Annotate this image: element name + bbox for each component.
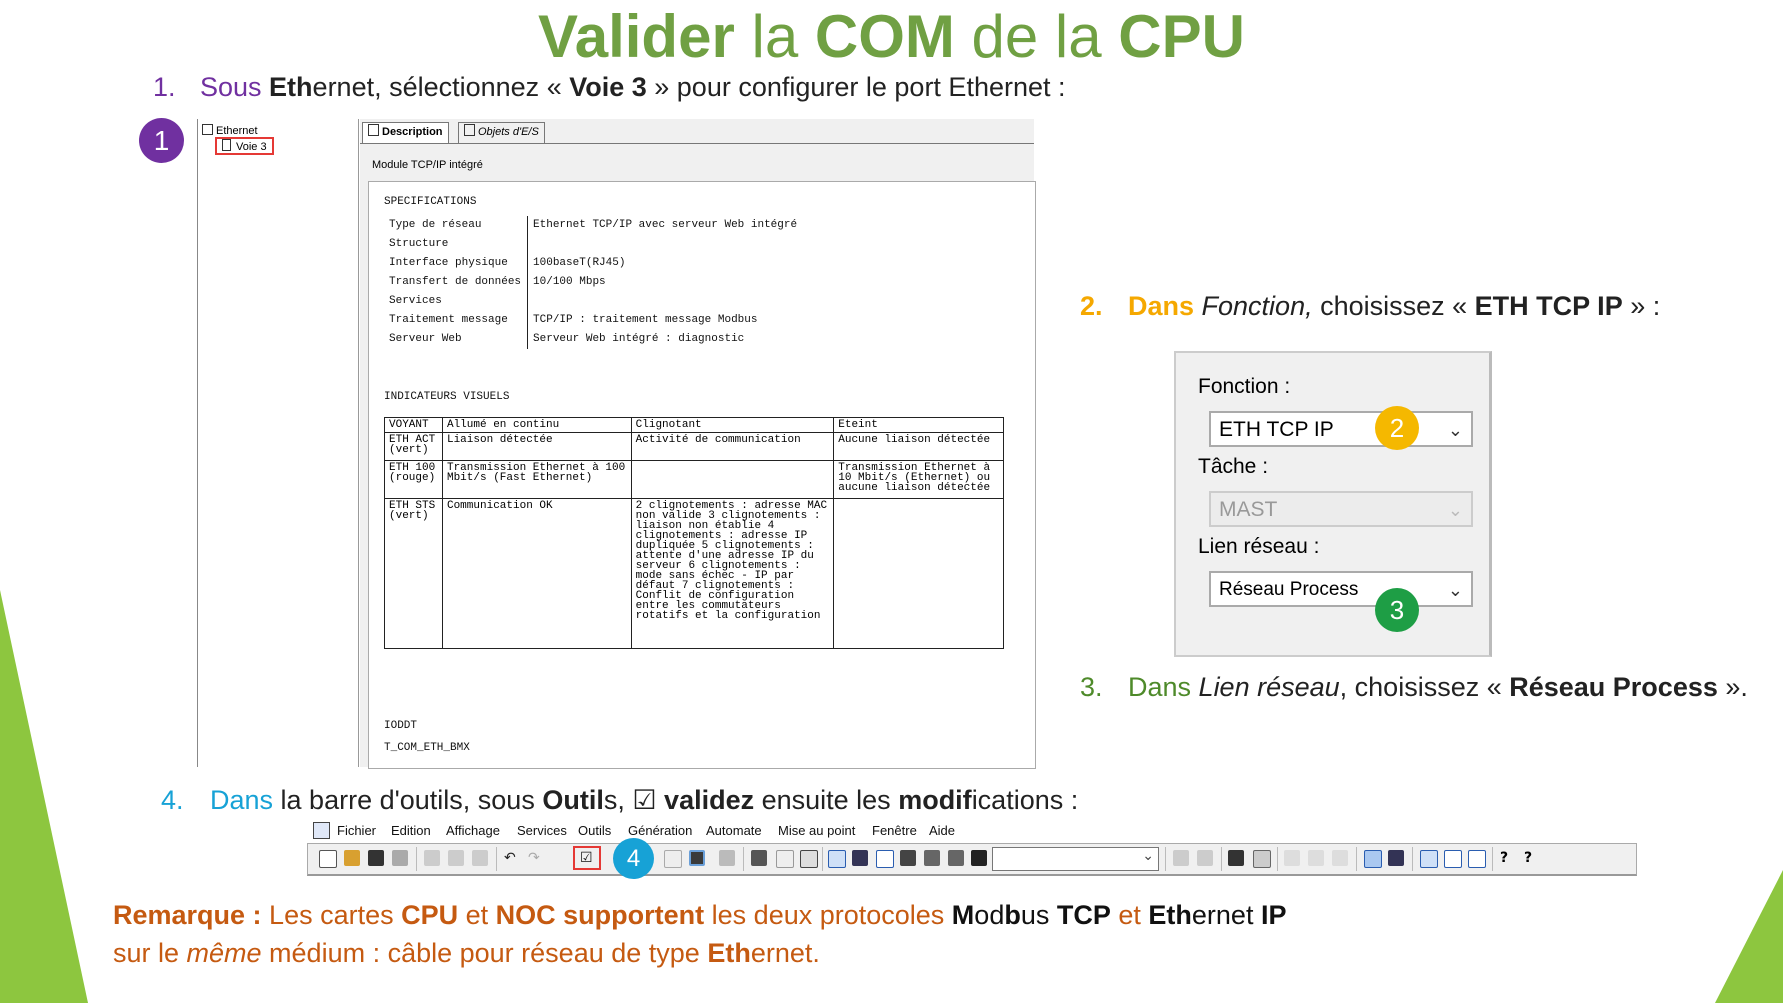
- menu-generation[interactable]: Génération: [628, 823, 693, 838]
- connect-icon[interactable]: [751, 850, 767, 866]
- badge-3: 3: [1375, 588, 1419, 632]
- spec-key: Type de réseau: [385, 216, 528, 235]
- save-icon[interactable]: [368, 850, 384, 866]
- toolbar-separator: [1492, 847, 1493, 871]
- cascade-icon[interactable]: [1420, 850, 1438, 868]
- indicators-header-cell: Eteint: [834, 418, 1004, 433]
- spec-row: [385, 311, 801, 330]
- specs-heading: SPECIFICATIONS: [384, 196, 477, 208]
- lien-reseau-label: Lien réseau :: [1198, 535, 1320, 558]
- toolbar-separator: [1277, 847, 1278, 871]
- tab-objets-es[interactable]: Objets d'E/S: [458, 122, 545, 143]
- tab-description[interactable]: Description: [362, 122, 449, 143]
- menu-fichier[interactable]: Fichier: [337, 823, 377, 838]
- menu-affichage[interactable]: Affichage: [446, 823, 500, 838]
- toolbar-separator: [1412, 847, 1413, 871]
- menu-outils[interactable]: Outils: [578, 823, 612, 838]
- analyze-icon[interactable]: [664, 850, 682, 868]
- indicators-cell: Aucune liaison détectée: [834, 433, 1004, 461]
- ioddt-label: IODDT: [384, 720, 418, 732]
- objects-icon: [464, 124, 475, 136]
- spec-key: Transfert de données: [385, 273, 528, 292]
- spec-value: 10/100 Mbps: [533, 276, 606, 288]
- spec-value: Ethernet TCP/IP avec serveur Web intégré: [533, 219, 798, 231]
- step-3-number: 3.: [1080, 672, 1103, 702]
- indicators-cell: ETH 100 (rouge): [385, 461, 443, 499]
- indicators-cell: Activité de communication: [631, 433, 834, 461]
- network-config-icon[interactable]: [1197, 850, 1213, 866]
- badge-2: 2: [1375, 406, 1419, 450]
- cut-icon[interactable]: [448, 850, 464, 866]
- step-4-number: 4.: [161, 785, 184, 815]
- grid-icon[interactable]: [800, 850, 818, 868]
- run-icon[interactable]: [1284, 850, 1300, 866]
- tile-horizontal-icon[interactable]: [1444, 850, 1462, 868]
- new-file-icon[interactable]: [319, 850, 337, 868]
- checkbox-checked-icon: ☑: [580, 850, 593, 866]
- toolbar-separator: [743, 847, 744, 871]
- database-icon[interactable]: [900, 850, 916, 866]
- project-tree: [198, 119, 359, 767]
- step-2: 2. Dans Fonction, choisissez « ETH TCP IP » :: [1080, 291, 1661, 321]
- indicators-cell: Transmission Ethernet à 100 Mbit/s (Fast Ethernet): [442, 461, 631, 499]
- navigate-icon[interactable]: [924, 850, 940, 866]
- stop-icon[interactable]: [1308, 850, 1324, 866]
- toolbar-separator: [496, 847, 497, 871]
- page-title: Valider la COM de la CPU: [538, 3, 1245, 70]
- tile-vertical-icon[interactable]: [1468, 850, 1486, 868]
- config-icon[interactable]: [1364, 850, 1382, 868]
- copy-icon[interactable]: [424, 850, 440, 866]
- spec-row: [385, 235, 801, 254]
- spec-value: [528, 292, 802, 311]
- open-folder-icon[interactable]: [344, 850, 360, 866]
- menu-edition[interactable]: Edition: [391, 823, 431, 838]
- indicators-cell: [631, 461, 834, 499]
- badge-1: 1: [139, 118, 184, 163]
- fonction-label: Fonction :: [1198, 375, 1291, 398]
- spec-value: Serveur Web intégré : diagnostic: [533, 333, 745, 345]
- chevron-down-icon: ⌄: [1447, 420, 1463, 440]
- config-panel: [360, 119, 1034, 767]
- step-1-number: 1.: [153, 72, 176, 102]
- ethernet-config-screenshot: [197, 119, 1034, 767]
- print-icon[interactable]: [392, 850, 408, 866]
- binoculars-icon[interactable]: [971, 850, 987, 866]
- undo-icon[interactable]: ↶: [504, 850, 516, 866]
- indicators-cell: [834, 499, 1004, 649]
- spec-row: [385, 330, 801, 349]
- spec-key: Structure: [385, 235, 528, 254]
- chevron-down-icon: ⌄: [1447, 580, 1463, 600]
- lien-reseau-select[interactable]: Réseau Process ⌄: [1209, 571, 1473, 607]
- spec-key: Services: [385, 292, 528, 311]
- specs-table: [385, 216, 801, 349]
- tache-select: MAST ⌄: [1209, 491, 1473, 527]
- menu-services[interactable]: Services: [517, 823, 567, 838]
- indicators-header-cell: Clignotant: [631, 418, 834, 433]
- chevron-down-icon: ⌄: [1447, 500, 1463, 520]
- toolbar-separator: [1165, 847, 1166, 871]
- transfer-icon[interactable]: [719, 850, 735, 866]
- remark-line-1: Remarque : Les cartes CPU et NOC supportent les deux protocoles Modbus TCP et Ethernet IP: [113, 900, 1287, 930]
- indicators-table: [384, 417, 1004, 649]
- right-green-triangle: [1715, 870, 1783, 1003]
- indicators-row: [385, 499, 1004, 649]
- paste-icon[interactable]: [472, 850, 488, 866]
- indicators-cell: ETH ACT (vert): [385, 433, 443, 461]
- document-icon: [222, 139, 231, 151]
- indicators-header-cell: Allumé en continu: [442, 418, 631, 433]
- indicators-cell: 2 clignotements : adresse MAC non valide 3 clignotements : liaison non établie 4 clignotements : adresse IP dupliquée 5 clignotements : attente d'une adresse IP du serveur 6 clignotements : mode sans échec - IP par défaut 7 clignotements : Conflit de configuration entre les commutateurs rotatifs et la configuration: [631, 499, 834, 649]
- indicators-cell: Transmission Ethernet à 10 Mbit/s (Ethernet) ou aucune liaison détectée: [834, 461, 1004, 499]
- step-4: 4. Dans la barre d'outils, sous Outils, ☑ validez ensuite les modifications :: [161, 785, 1079, 815]
- table-icon[interactable]: [876, 850, 894, 868]
- menu-aide[interactable]: Aide: [929, 823, 956, 838]
- menu-automate[interactable]: Automate: [706, 823, 762, 838]
- spec-row: [385, 292, 801, 311]
- context-help-icon[interactable]: ?: [1524, 850, 1533, 866]
- calendar-icon[interactable]: [776, 850, 794, 868]
- tree-item-ethernet[interactable]: Ethernet: [202, 124, 258, 137]
- search-combo[interactable]: [992, 847, 1159, 871]
- fonction-select[interactable]: ETH TCP IP ⌄: [1209, 411, 1473, 447]
- indicators-cell: Communication OK: [442, 499, 631, 649]
- spec-row: [385, 216, 801, 235]
- module-title: Module TCP/IP intégré: [372, 159, 483, 171]
- init-icon[interactable]: [1332, 850, 1348, 866]
- tab-bar: [360, 119, 1034, 144]
- function-settings-panel: [1174, 351, 1492, 657]
- toolbar-separator: [1356, 847, 1357, 871]
- ioddt-value: T_COM_ETH_BMX: [384, 742, 470, 754]
- spec-key: Interface physique: [385, 254, 528, 273]
- remark-line-2: sur le même médium : câble pour réseau de type Ethernet.: [113, 938, 820, 968]
- memory-icon[interactable]: [1228, 850, 1244, 866]
- spec-value: [528, 235, 802, 254]
- description-area: [368, 181, 1036, 769]
- network-icon[interactable]: [1173, 850, 1189, 866]
- spec-value: 100baseT(RJ45): [533, 257, 626, 269]
- indicators-row: [385, 433, 1004, 461]
- toolbar: [307, 843, 1637, 876]
- tree-item-voie-3[interactable]: Voie 3: [215, 137, 274, 155]
- spec-key: Serveur Web: [385, 330, 528, 349]
- app-logo-icon: [313, 822, 330, 839]
- list-icon[interactable]: [852, 850, 868, 866]
- indicators-heading: INDICATEURS VISUELS: [384, 391, 510, 403]
- indicators-cell: ETH STS (vert): [385, 499, 443, 649]
- help-icon[interactable]: ?: [1500, 850, 1509, 866]
- replace-icon[interactable]: [948, 850, 964, 866]
- step-1: 1. Sous Ethernet, sélectionnez « Voie 3 » pour configurer le port Ethernet :: [153, 72, 1066, 102]
- spec-row: [385, 273, 801, 292]
- redo-icon[interactable]: ↷: [528, 850, 540, 866]
- indicators-header-row: [385, 418, 1004, 433]
- badge-4: 4: [613, 838, 654, 879]
- left-green-triangle: [0, 590, 90, 1003]
- validate-modifications-button[interactable]: [573, 846, 601, 870]
- toolbar-separator: [416, 847, 417, 871]
- indicators-row: [385, 461, 1004, 499]
- folder-icon: [202, 124, 213, 135]
- tache-label: Tâche :: [1198, 455, 1269, 478]
- io-icon[interactable]: [1388, 850, 1404, 866]
- spec-value: TCP/IP : traitement message Modbus: [533, 314, 758, 326]
- indicators-cell: Liaison détectée: [442, 433, 631, 461]
- menu-mise-au-point[interactable]: Mise au point: [778, 823, 856, 838]
- toolbar-separator: [1221, 847, 1222, 871]
- monitor-icon[interactable]: [1253, 850, 1271, 868]
- spec-row: [385, 254, 801, 273]
- screen-icon[interactable]: [828, 850, 846, 868]
- indicators-header-cell: VOYANT: [385, 418, 443, 433]
- step-3: 3. Dans Lien réseau, choisissez « Réseau Process ».: [1080, 672, 1748, 702]
- spec-key: Traitement message: [385, 311, 528, 330]
- chevron-down-icon: ⌄: [1142, 848, 1154, 864]
- build-icon[interactable]: [689, 850, 705, 866]
- menu-fenetre[interactable]: Fenêtre: [872, 823, 917, 838]
- description-icon: [368, 124, 379, 136]
- step-2-number: 2.: [1080, 291, 1103, 321]
- toolbar-separator: [822, 847, 823, 871]
